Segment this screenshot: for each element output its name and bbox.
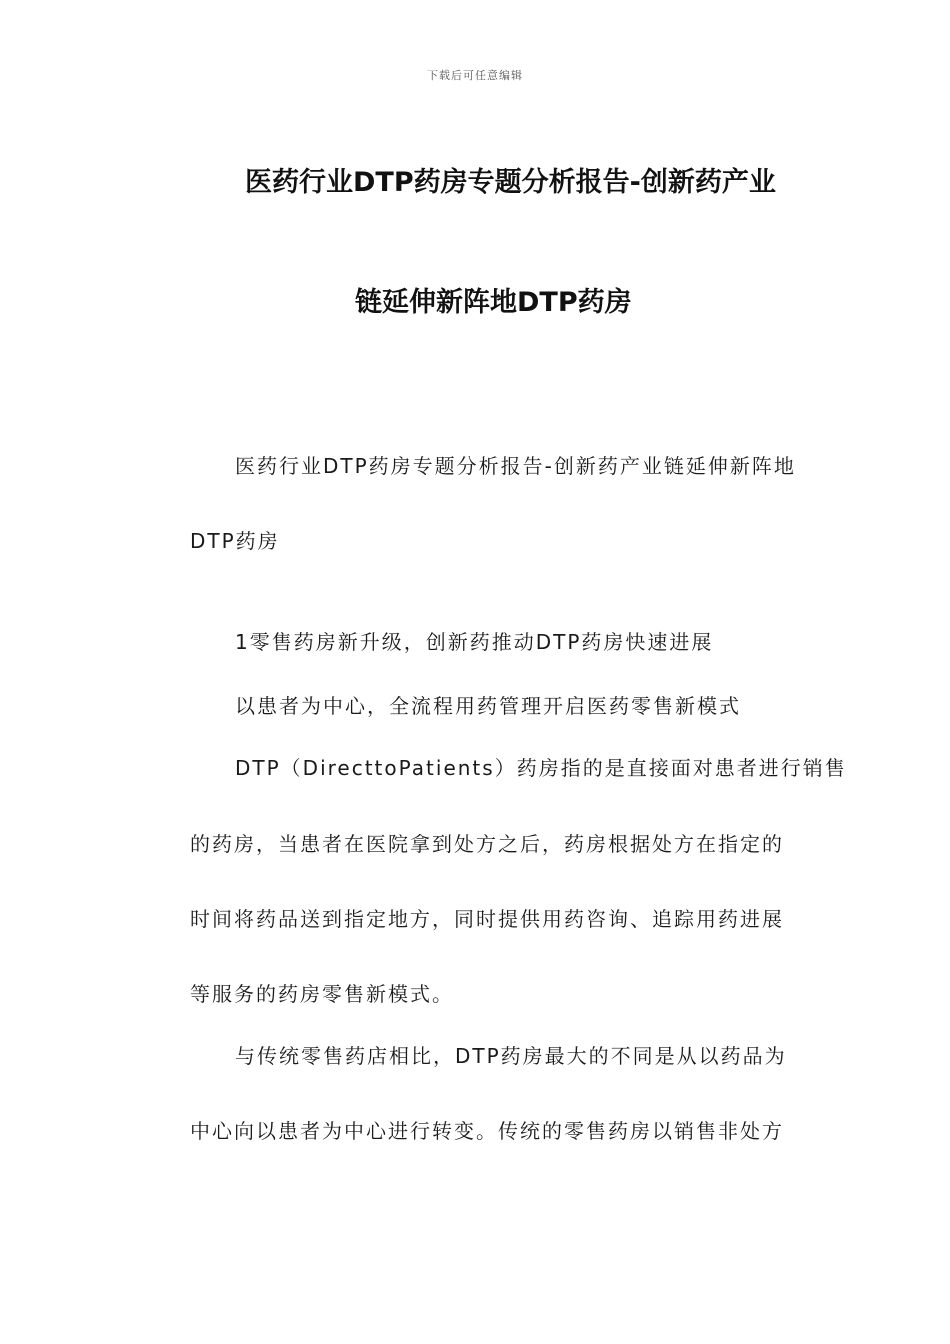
paragraph-line: 中心向以患者为中心进行转变。传统的零售药房以销售非处方 <box>190 1119 784 1143</box>
document-title-line-1: 医药行业DTP药房专题分析报告-创新药产业 <box>245 167 776 198</box>
paragraph-line: 等服务的药房零售新模式。 <box>190 982 454 1006</box>
paragraph-line: 时间将药品送到指定地方，同时提供用药咨询、追踪用药进展 <box>190 907 784 931</box>
paragraph-line: 医药行业DTP药房专题分析报告-创新药产业链延伸新阵地 <box>235 454 796 478</box>
paragraph-line: DTP药房 <box>190 529 280 553</box>
section-heading: 1零售药房新升级，创新药推动DTP药房快速进展 <box>235 630 714 654</box>
paragraph-line: DTP（DirecttoPatients）药房指的是直接面对患者进行销售 <box>235 756 847 780</box>
header-note: 下载后可任意编辑 <box>427 69 523 82</box>
subsection-heading: 以患者为中心，全流程用药管理开启医药零售新模式 <box>235 694 741 718</box>
paragraph-line: 与传统零售药店相比，DTP药房最大的不同是从以药品为 <box>235 1044 787 1068</box>
document-title-line-2: 链延伸新阵地DTP药房 <box>355 287 632 318</box>
paragraph-line: 的药房，当患者在医院拿到处方之后，药房根据处方在指定的 <box>190 832 784 856</box>
